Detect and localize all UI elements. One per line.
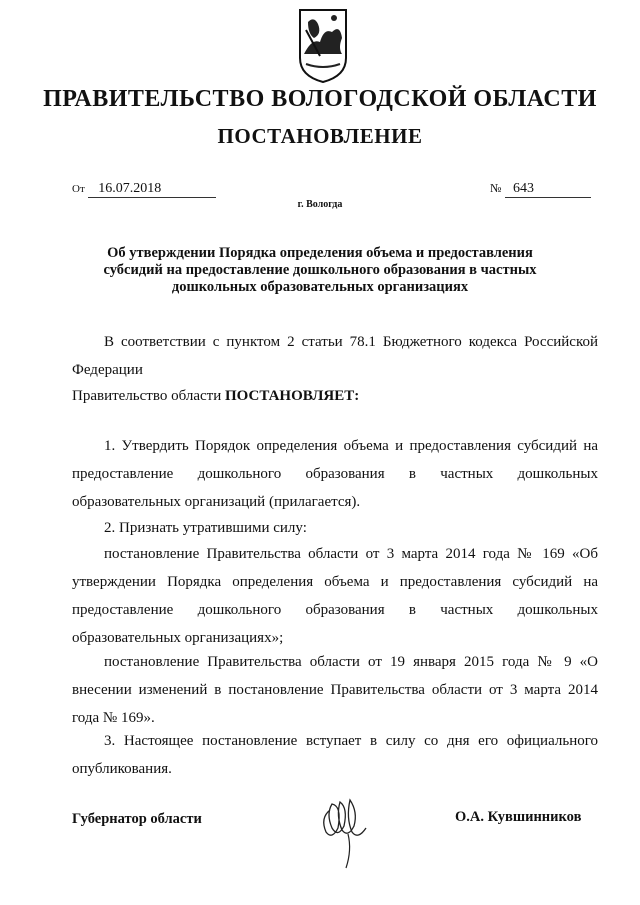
coat-of-arms-icon xyxy=(298,8,348,84)
resolve-prefix: Правительство области xyxy=(72,388,222,404)
city: г. Вологда xyxy=(297,199,343,210)
item-2b: постановление Правительства области от 19 января 2015 года № 9 «О внесении изменений в постановление Правительства области от 3 марта 2014 года № 169». xyxy=(72,654,598,726)
document-subject: Об утверждении Порядка определения объема и предоставления субсидий на предоставление дошкольного образования в частных дошкольных образовательных организациях xyxy=(103,245,537,295)
date-value: 16.07.2018 xyxy=(88,181,216,198)
number-value: 643 xyxy=(505,181,591,198)
resolve-line xyxy=(72,382,598,410)
item-2a: постановление Правительства области от 3 марта 2014 года № 169 «Об утверждении Порядка определения объема и предоставления субсидий на предоставление дошкольного образования в частных дошкольных образовательных организациях»; xyxy=(72,546,598,646)
document-date xyxy=(72,181,216,198)
document-type: ПОСТАНОВЛЕНИЕ xyxy=(217,124,423,148)
date-label: От xyxy=(72,183,85,195)
number-label: № xyxy=(490,181,502,195)
item-3: 3. Настоящее постановление вступает в силу со дня его официального опубликования. xyxy=(72,733,598,777)
intro-paragraph: В соответствии с пунктом 2 статьи 78.1 Бюджетного кодекса Российской Федерации xyxy=(72,334,598,378)
handwritten-signature xyxy=(318,788,374,874)
document-number xyxy=(490,181,591,198)
signatory-name: О.А. Кувшинников xyxy=(455,809,582,825)
item-1: 1. Утвердить Порядок определения объема и предоставления субсидий на предоставление дошкольного образования в частных дошкольных образовательных организаций (прилагается). xyxy=(72,438,598,510)
signatory-position: Губернатор области xyxy=(72,811,202,827)
item-2: 2. Признать утратившими силу: xyxy=(104,520,307,536)
resolve-word: ПОСТАНОВЛЯЕТ: xyxy=(224,388,360,404)
government-title: ПРАВИТЕЛЬСТВО ВОЛОГОДСКОЙ ОБЛАСТИ xyxy=(43,86,597,112)
